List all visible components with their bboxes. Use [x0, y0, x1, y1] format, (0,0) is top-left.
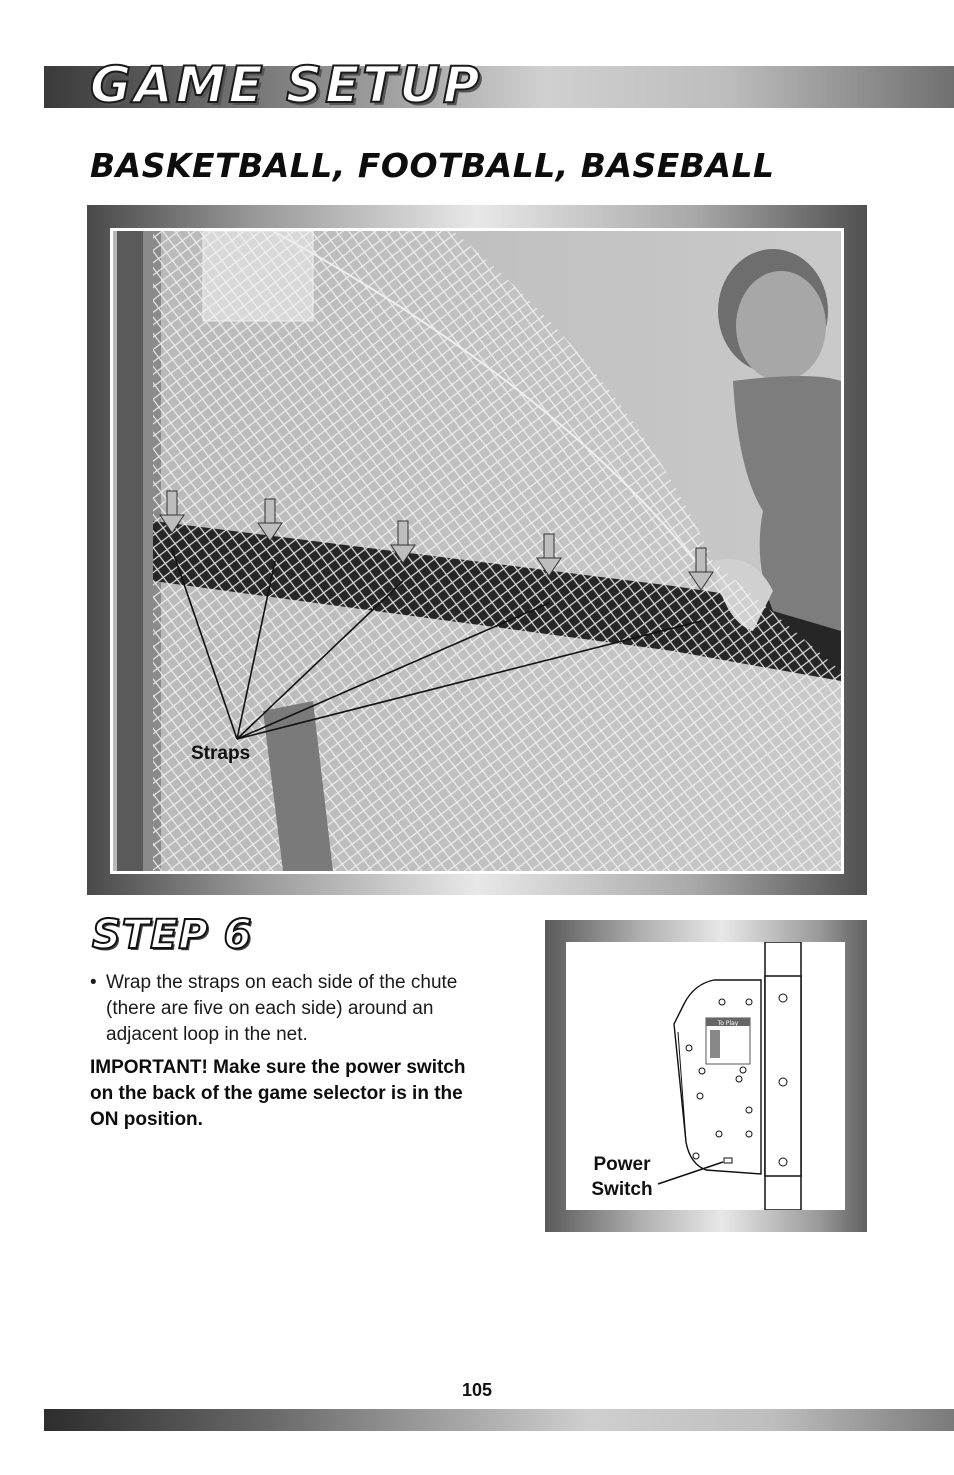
photo-frame: [87, 205, 867, 895]
section-subtitle: BASKETBALL, FOOTBALL, BASEBALL: [90, 146, 775, 185]
power-switch-callout-line: [658, 1162, 723, 1184]
bullet-marker: •: [90, 972, 97, 993]
instruction-text: Wrap the straps on each side of the chute (there are five on each side) around an adjacent loop in the net.: [106, 972, 458, 1045]
net-setup-photo: [110, 228, 844, 874]
footer-bar: [44, 1409, 954, 1431]
net-photo-illustration: [113, 231, 841, 871]
selector-housing: [674, 980, 761, 1174]
important-note: IMPORTANT! Make sure the power switch on the back of the game selector is in the ON position.: [90, 1057, 466, 1130]
step-title: STEP 6: [92, 912, 253, 958]
step-instruction: [90, 970, 490, 1048]
power-switch-label-line1: Power: [593, 1154, 651, 1175]
panel-label: To Play: [717, 1020, 739, 1027]
page-title: GAME SETUP: [90, 56, 483, 114]
diagram-frame: [545, 920, 867, 1232]
frame-pole: [117, 231, 143, 871]
straps-label: Straps: [191, 743, 251, 764]
game-selector-illustration: [566, 942, 845, 1210]
power-switch-label-line2: Switch: [591, 1179, 653, 1200]
game-selector-diagram: [566, 942, 845, 1210]
page-number: 105: [461, 1380, 493, 1400]
power-switch: [724, 1158, 732, 1163]
